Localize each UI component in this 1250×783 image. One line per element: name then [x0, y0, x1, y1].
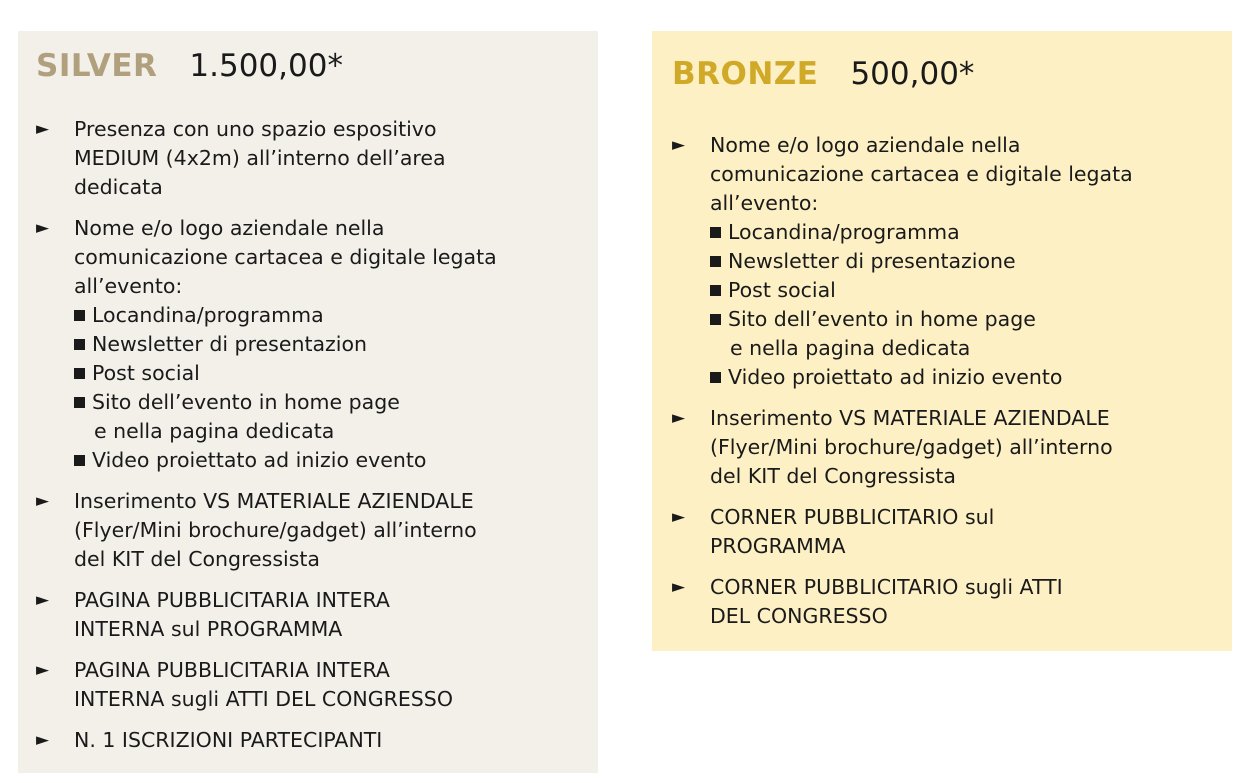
- media-subitem: [710, 363, 1232, 392]
- media-subitem-label: Post social: [92, 361, 200, 385]
- benefit-line: PROGRAMMA: [710, 534, 846, 558]
- benefit-line: (Flyer/Mini brochure/gadget) all’interno: [74, 518, 477, 542]
- benefit-text: [74, 115, 598, 202]
- media-subitem-label: Video proiettato ad inizio evento: [728, 365, 1063, 389]
- media-subitem-continuation: e nella pagina dedicata: [94, 419, 335, 443]
- benefit-item: [36, 214, 598, 475]
- benefit-line: PAGINA PUBBLICITARIA INTERA: [74, 658, 390, 682]
- benefit-text: [74, 656, 598, 714]
- benefit-line: Presenza con uno spazio espositivo: [74, 117, 437, 141]
- package-name: BRONZE: [672, 56, 819, 92]
- benefit-item: [36, 726, 598, 755]
- media-sublist: [710, 218, 1232, 392]
- bronze-benefits-list: [672, 131, 1232, 631]
- benefit-text: [710, 503, 1232, 561]
- media-subitem-continuation: e nella pagina dedicata: [730, 336, 971, 360]
- benefit-line: (Flyer/Mini brochure/gadget) all’interno: [710, 435, 1113, 459]
- benefit-item: [36, 586, 598, 644]
- triangle-bullet-icon: ►: [672, 408, 686, 428]
- benefit-line: comunicazione cartacea e digitale legata: [74, 245, 497, 269]
- square-bullet-icon: [710, 372, 721, 383]
- triangle-bullet-icon: ►: [36, 218, 50, 238]
- media-subitem-label: Sito dell’evento in home page: [92, 390, 400, 414]
- media-subitem: [74, 359, 598, 388]
- square-bullet-icon: [710, 314, 721, 325]
- media-subitem: [710, 305, 1232, 363]
- benefit-item: [672, 404, 1232, 491]
- bronze-package-panel: [652, 31, 1232, 651]
- benefit-item: [672, 131, 1232, 392]
- media-subitem: [74, 388, 598, 446]
- benefit-line: Nome e/o logo aziendale nella: [74, 216, 385, 240]
- media-subitem-label: Post social: [728, 278, 836, 302]
- triangle-bullet-icon: ►: [36, 660, 50, 680]
- benefit-text: [74, 726, 598, 755]
- benefit-line: all’evento:: [74, 274, 183, 298]
- media-sublist: [74, 301, 598, 475]
- square-bullet-icon: [710, 227, 721, 238]
- benefit-line: CORNER PUBBLICITARIO sugli ATTI: [710, 575, 1063, 599]
- square-bullet-icon: [74, 368, 85, 379]
- triangle-bullet-icon: ►: [36, 119, 50, 139]
- media-subitem: [710, 218, 1232, 247]
- benefit-line: Inserimento VS MATERIALE AZIENDALE: [710, 406, 1110, 430]
- benefit-line: all’evento:: [710, 191, 819, 215]
- benefit-line: INTERNA sul PROGRAMMA: [74, 617, 343, 641]
- media-subitem: [710, 247, 1232, 276]
- square-bullet-icon: [710, 285, 721, 296]
- benefit-item: [36, 487, 598, 574]
- square-bullet-icon: [710, 256, 721, 267]
- benefit-line: Nome e/o logo aziendale nella: [710, 133, 1021, 157]
- triangle-bullet-icon: ►: [672, 507, 686, 527]
- benefit-line: dedicata: [74, 175, 163, 199]
- benefit-line: MEDIUM (4x2m) all’interno dell’area: [74, 146, 446, 170]
- benefit-line: Inserimento VS MATERIALE AZIENDALE: [74, 489, 474, 513]
- triangle-bullet-icon: ►: [672, 577, 686, 597]
- bronze-package-heading: [672, 56, 1232, 92]
- package-price: 1.500,00*: [189, 48, 343, 84]
- benefit-text: [74, 214, 598, 475]
- benefit-line: INTERNA sugli ATTI DEL CONGRESSO: [74, 687, 453, 711]
- benefit-line: del KIT del Congressista: [710, 464, 956, 488]
- media-subitem-label: Sito dell’evento in home page: [728, 307, 1036, 331]
- media-subitem-label: Newsletter di presentazione: [728, 249, 1016, 273]
- benefit-line: comunicazione cartacea e digitale legata: [710, 162, 1133, 186]
- media-subitem: [74, 446, 598, 475]
- triangle-bullet-icon: ►: [36, 590, 50, 610]
- benefit-line: N. 1 ISCRIZIONI PARTECIPANTI: [74, 728, 383, 752]
- package-price: 500,00*: [850, 56, 975, 92]
- benefit-text: [710, 131, 1232, 392]
- square-bullet-icon: [74, 310, 85, 321]
- benefit-text: [710, 404, 1232, 491]
- benefit-item: [36, 656, 598, 714]
- benefit-line: del KIT del Congressista: [74, 547, 320, 571]
- benefit-item: [672, 503, 1232, 561]
- media-subitem: [74, 301, 598, 330]
- triangle-bullet-icon: ►: [672, 135, 686, 155]
- media-subitem: [710, 276, 1232, 305]
- package-name: SILVER: [36, 48, 158, 84]
- media-subitem-label: Newsletter di presentazion: [92, 332, 368, 356]
- square-bullet-icon: [74, 339, 85, 350]
- benefit-line: CORNER PUBBLICITARIO sul: [710, 505, 995, 529]
- triangle-bullet-icon: ►: [36, 730, 50, 750]
- media-subitem: [74, 330, 598, 359]
- media-subitem-label: Locandina/programma: [92, 303, 324, 327]
- triangle-bullet-icon: ►: [36, 491, 50, 511]
- benefit-line: DEL CONGRESSO: [710, 604, 888, 628]
- benefit-text: [74, 487, 598, 574]
- benefit-text: [74, 586, 598, 644]
- media-subitem-label: Video proiettato ad inizio evento: [92, 448, 427, 472]
- media-subitem-label: Locandina/programma: [728, 220, 960, 244]
- benefit-item: [36, 115, 598, 202]
- silver-benefits-list: [36, 115, 598, 755]
- benefit-text: [710, 573, 1232, 631]
- silver-package-heading: [36, 48, 598, 84]
- benefit-item: [672, 573, 1232, 631]
- silver-package-panel: [18, 31, 598, 773]
- benefit-line: PAGINA PUBBLICITARIA INTERA: [74, 588, 390, 612]
- square-bullet-icon: [74, 397, 85, 408]
- square-bullet-icon: [74, 455, 85, 466]
